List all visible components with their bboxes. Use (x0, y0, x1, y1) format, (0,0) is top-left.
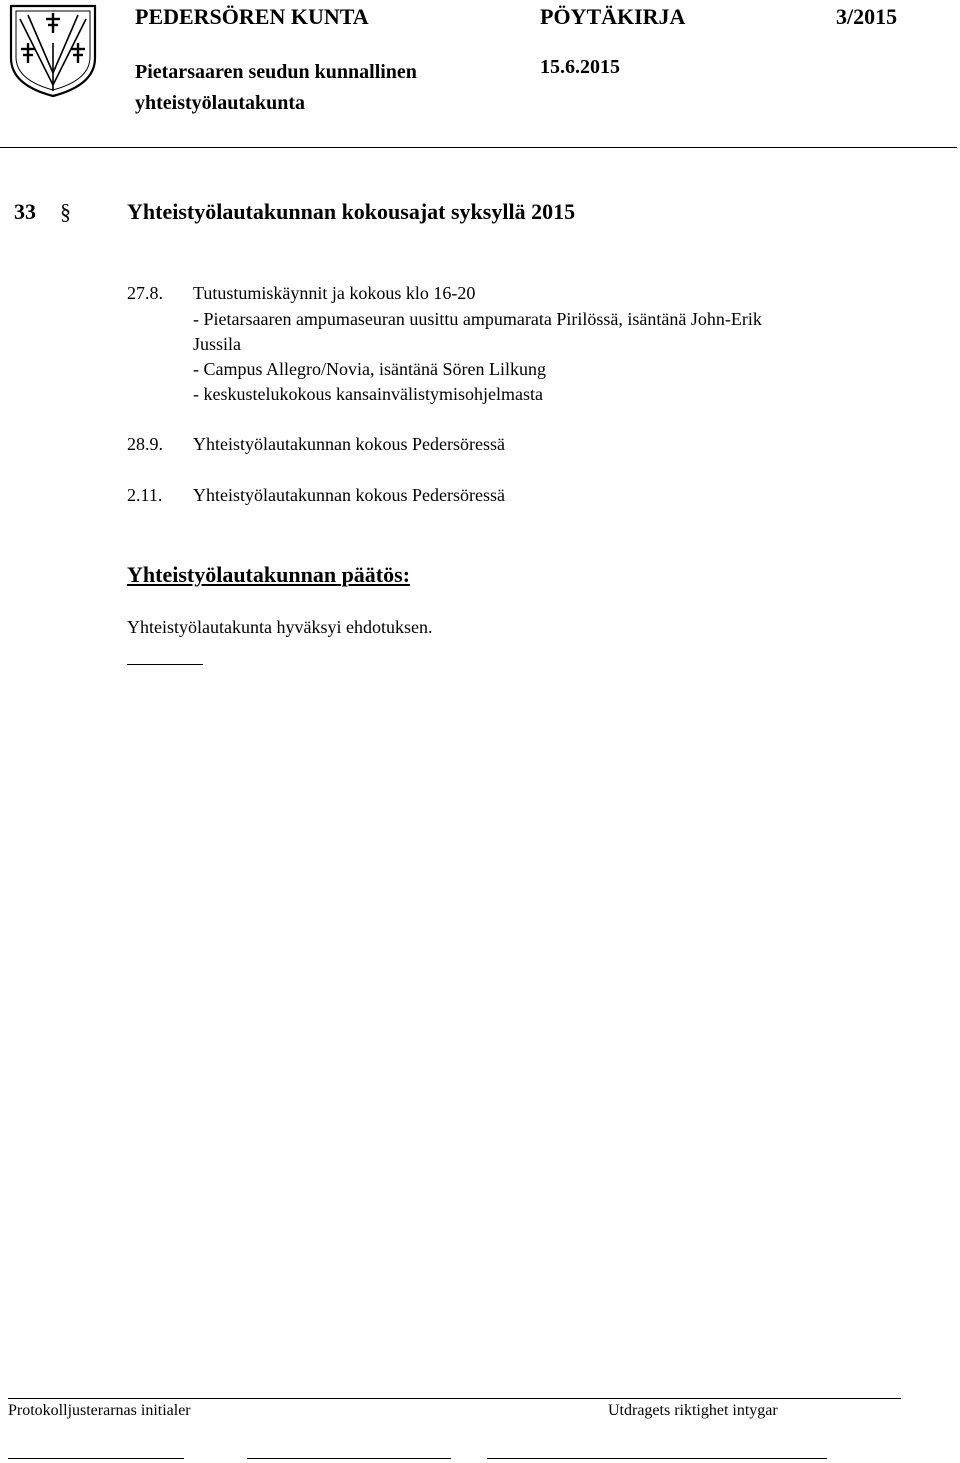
section-title: Yhteistyölautakunnan kokousajat syksyllä 2015 (127, 199, 576, 224)
section-number: 33 (14, 199, 36, 224)
meeting-date-2: 28.9. (127, 434, 163, 454)
signature-line-1 (8, 1458, 184, 1459)
meeting-2-line-1: Yhteistyölautakunnan kokous Pedersöressä (193, 434, 505, 454)
footer-certification-label: Utdragets riktighet intygar (608, 1402, 778, 1419)
meeting-1-line-3: Jussila (193, 334, 242, 354)
footer-initials-label: Protokolljusterarnas initialer (8, 1402, 191, 1419)
meeting-1-line-4: - Campus Allegro/Novia, isäntänä Sören Lilkung (193, 359, 546, 379)
board-name-line1: Pietarsaaren seudun kunnallinen (135, 61, 417, 83)
meeting-date-1: 27.8. (127, 283, 163, 303)
board-name-line2: yhteistyölautakunta (135, 92, 306, 114)
meeting-1-line-1: Tutustumiskäynnit ja kokous klo 16-20 (193, 283, 476, 303)
end-rule (127, 664, 203, 665)
municipal-coat-of-arms-icon (8, 3, 98, 98)
section-sign: § (60, 199, 71, 224)
organization-name: PEDERSÖREN KUNTA (135, 4, 369, 29)
meeting-1-line-5: - keskustelukokous kansainvälistymisohjelmasta (193, 384, 543, 404)
document-type: PÖYTÄKIRJA (540, 4, 686, 29)
signature-line-3 (487, 1458, 827, 1459)
meeting-1-line-2: - Pietarsaaren ampumaseuran uusittu ampumarata Pirilössä, isäntänä John-Erik (193, 309, 762, 329)
meeting-3-line-1: Yhteistyölautakunnan kokous Pedersöressä (193, 485, 505, 505)
document-number: 3/2015 (836, 4, 898, 29)
meeting-date-3: 2.11. (127, 485, 163, 505)
signature-line-2 (247, 1458, 451, 1459)
meeting-date: 15.6.2015 (540, 56, 620, 78)
decision-text: Yhteistyölautakunta hyväksyi ehdotuksen. (127, 617, 433, 637)
decision-heading: Yhteistyölautakunnan päätös: (127, 562, 411, 587)
header-divider (0, 147, 957, 148)
footer-divider (8, 1398, 901, 1399)
